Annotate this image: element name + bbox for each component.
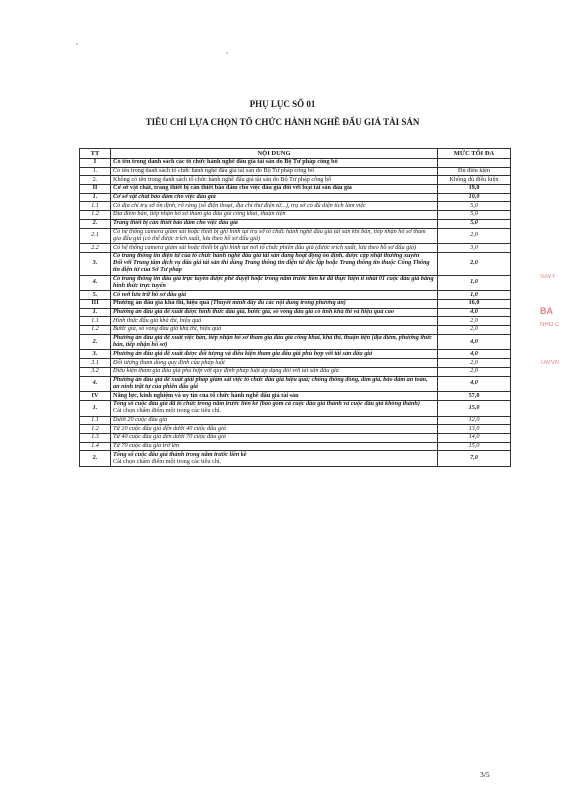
row-score: 1,0 bbox=[438, 275, 511, 291]
row-score: 5,0 bbox=[438, 202, 511, 211]
row-number: I bbox=[80, 158, 111, 167]
row-number: II bbox=[80, 184, 111, 193]
row-number: 1.2 bbox=[80, 326, 111, 335]
row-score: 12,0 bbox=[438, 416, 511, 425]
page-subtitle: TIÊU CHÍ LỰA CHỌN TỔ CHỨC HÀNH NGHỀ ĐẤU GIÁ TÀI SẢN bbox=[145, 117, 420, 127]
row-number: 2. bbox=[80, 334, 111, 350]
row-content: Có địa chỉ trụ sở ổn định, rõ ràng (số điện thoại, địa chỉ thư điện tử...), trụ sở có đủ diện tích làm việc bbox=[111, 202, 438, 211]
table-row bbox=[80, 442, 511, 451]
header-content: NỘI DUNG bbox=[111, 149, 438, 159]
row-score: 2,0 bbox=[438, 359, 511, 368]
row-number: 4. bbox=[80, 376, 111, 392]
row-number: 2. bbox=[80, 219, 111, 228]
row-score: 19,0 bbox=[438, 184, 511, 193]
table-row bbox=[80, 359, 511, 368]
header-score: MỨC TỐI ĐA bbox=[438, 149, 511, 159]
row-score: 10,0 bbox=[438, 193, 511, 202]
row-number: 1. bbox=[80, 167, 111, 176]
table-row bbox=[80, 416, 511, 425]
table-row bbox=[80, 334, 511, 350]
row-content: Cơ sở vật chất, trang thiết bị cần thiết bảo đảm cho việc đấu giá đối với loại tài sản đấu giá bbox=[111, 184, 438, 193]
row-score: Đủ điều kiện bbox=[438, 167, 511, 176]
row-score: 2,0 bbox=[438, 252, 511, 275]
row-score: 13,0 bbox=[438, 425, 511, 434]
row-content bbox=[111, 451, 438, 467]
table-row bbox=[80, 158, 511, 167]
header-tt: TT bbox=[80, 149, 111, 159]
row-content: Có tên trong danh sách tổ chức hành nghề đấu giá tài sản do Bộ Tư pháp công bố bbox=[111, 167, 438, 176]
page-title: PHỤ LỤC SỐ 01 bbox=[249, 99, 316, 109]
page-number: 3/5 bbox=[480, 770, 490, 779]
row-number: 1.1 bbox=[80, 317, 111, 326]
table-row bbox=[80, 252, 511, 275]
row-content: Dưới 20 cuộc đấu giá bbox=[111, 416, 438, 425]
row-content-main: Tổng số cuộc đấu giá đã tổ chức trong năm trước liền kề (bao gồm cả cuộc đấu giá thành và cuộc đấu giá không thành) bbox=[113, 400, 420, 408]
row-content: Có hệ thống camera giám sát hoặc thiết bị ghi hình tại nơi tổ chức phiên đấu giá (được trích xuất, lưu theo hồ sơ đấu giá) bbox=[111, 244, 438, 253]
row-number: 2. bbox=[80, 176, 111, 185]
row-number: 1.2 bbox=[80, 211, 111, 220]
margin-stamp: TAVVN bbox=[540, 360, 560, 366]
row-score: 15,0 bbox=[438, 442, 511, 451]
row-content: Phương án đấu giá đề xuất giải pháp giám sát việc tổ chức đấu giá hiệu quả; chống thông đồng, dìm giá, bảo đảm an toàn, an ninh trật tự của phiên đấu giá bbox=[111, 376, 438, 392]
row-score: 16,0 bbox=[438, 299, 511, 308]
row-content: Phương án đấu giá đề xuất được đối tượng và điều kiện tham gia đấu giá phù hợp với tài sản đấu giá bbox=[111, 350, 438, 359]
row-score: 3,0 bbox=[438, 244, 511, 253]
row-content-secondary: Cái chọn chấm điểm một trong các tiêu chí. bbox=[113, 457, 222, 465]
table-row bbox=[80, 176, 511, 185]
row-number: 1.4 bbox=[80, 442, 111, 451]
row-content: Có tên trong danh sách các tổ chức hành nghề đấu giá tài sản do Bộ Tư pháp công bố bbox=[111, 158, 438, 167]
row-content-secondary: Đối với Trung tâm dịch vụ đấu giá tài sản thì dùng Trang thông tin điện tử độc lập hoặc Trang thông tin thuộc Cổng Thông tin điện tử của Sở Tư pháp bbox=[113, 259, 430, 274]
row-number: III bbox=[80, 299, 111, 308]
row-score: 14,0 bbox=[438, 434, 511, 443]
table-row bbox=[80, 219, 511, 228]
row-score: 2,0 bbox=[438, 367, 511, 376]
row-number: 3. bbox=[80, 252, 111, 275]
table-row bbox=[80, 291, 511, 300]
table-row bbox=[80, 202, 511, 211]
table-row bbox=[80, 308, 511, 317]
scan-speck bbox=[226, 52, 228, 54]
row-content: Cơ sở vật chất bảo đảm cho việc đấu giá bbox=[111, 193, 438, 202]
table-row bbox=[80, 275, 511, 291]
row-score: 4,0 bbox=[438, 376, 511, 392]
row-score bbox=[438, 158, 511, 167]
row-number: 3. bbox=[80, 350, 111, 359]
row-content: Năng lực, kinh nghiệm và uy tín của tổ chức hành nghề đấu giá tài sản bbox=[111, 392, 438, 401]
row-content: Bước giá, số vòng đấu giá khả thi, hiệu quả bbox=[111, 326, 438, 335]
row-score: 4,0 bbox=[438, 350, 511, 359]
row-score: 4,0 bbox=[438, 308, 511, 317]
row-content: Địa điểm bán, tiếp nhận hồ sơ tham gia đấu giá công khai, thuận tiện bbox=[111, 211, 438, 220]
row-score: 15,0 bbox=[438, 400, 511, 416]
row-number: 2.1 bbox=[80, 228, 111, 244]
row-score: 2,0 bbox=[438, 228, 511, 244]
margin-stamp: BA bbox=[540, 306, 553, 316]
row-content: Không có tên trong danh sách tổ chức hành nghề đấu giá tài sản do Bộ Tư pháp công bố bbox=[111, 176, 438, 185]
row-content bbox=[111, 252, 438, 275]
row-content: Có hệ thống camera giám sát hoặc thiết bị ghi hình tại trụ sở tổ chức hành nghề đấu giá tài sản khi bán, tiếp nhận hồ sơ tham gia đấu giá (có thể được trích xuất, lưu theo hồ sơ đấu giá) bbox=[111, 228, 438, 244]
row-content: Điều kiện tham gia đấu giá phù hợp với quy định pháp luật áp dụng đối với tài sản đấu giá bbox=[111, 367, 438, 376]
row-content-note: (Thuyết minh đầy đủ các nội dung trong phương án) bbox=[209, 299, 346, 307]
table-row bbox=[80, 326, 511, 335]
margin-stamp: SAVY bbox=[540, 274, 556, 280]
table-row bbox=[80, 299, 511, 308]
row-score: 2,0 bbox=[438, 317, 511, 326]
row-content-main: Có trang thông tin điện tử của tổ chức hành nghề đấu giá tài sản đang hoạt động ổn định, được cập nhật thường xuyên bbox=[113, 252, 420, 260]
table-row bbox=[80, 451, 511, 467]
table-row bbox=[80, 425, 511, 434]
row-number: 5. bbox=[80, 291, 111, 300]
table-row bbox=[80, 167, 511, 176]
row-number: 1. bbox=[80, 193, 111, 202]
row-content: Phương án đấu giá đề xuất được hình thức đấu giá, bước giá, số vòng đấu giá có tính khả thi và hiệu quả cao bbox=[111, 308, 438, 317]
scan-speck bbox=[76, 43, 78, 45]
row-number: 1. bbox=[80, 308, 111, 317]
row-content bbox=[111, 400, 438, 416]
row-number: IV bbox=[80, 392, 111, 401]
row-score: 1,0 bbox=[438, 291, 511, 300]
row-content: Từ 20 cuộc đấu giá đến dưới 40 cuộc đấu giá bbox=[111, 425, 438, 434]
row-number: 1.3 bbox=[80, 434, 111, 443]
row-number: 3.1 bbox=[80, 359, 111, 368]
table-row bbox=[80, 392, 511, 401]
row-number: 1.1 bbox=[80, 416, 111, 425]
row-number: 3.2 bbox=[80, 367, 111, 376]
row-number: 4. bbox=[80, 275, 111, 291]
row-number: 2. bbox=[80, 451, 111, 467]
row-content-secondary: Cái chọn chấm điểm một trong các tiêu chí. bbox=[113, 407, 222, 415]
row-content-main: Phương án đấu giá khả thi, hiệu quả bbox=[113, 299, 210, 307]
row-score: 5,0 bbox=[438, 211, 511, 220]
table-row bbox=[80, 184, 511, 193]
table-row bbox=[80, 434, 511, 443]
table-row bbox=[80, 211, 511, 220]
row-score: 57,0 bbox=[438, 392, 511, 401]
table-row bbox=[80, 367, 511, 376]
table-row bbox=[80, 400, 511, 416]
row-number: 1. bbox=[80, 400, 111, 416]
table-header-row bbox=[80, 149, 511, 159]
table-row bbox=[80, 350, 511, 359]
table-row bbox=[80, 193, 511, 202]
row-content: Phương án đấu giá đề xuất việc bán, tiếp nhận hồ sơ tham gia đấu giá công khai, khả thi, thuận tiện (địa điểm, phương thức bán, tiếp nhận hồ sơ) bbox=[111, 334, 438, 350]
row-content bbox=[111, 299, 438, 308]
row-score: 4,0 bbox=[438, 334, 511, 350]
row-content: Đối tượng tham dùng quy định của pháp luật bbox=[111, 359, 438, 368]
row-score: Không đủ điều kiện bbox=[438, 176, 511, 185]
row-content: Có nơi lưu trữ hồ sơ đấu giá bbox=[111, 291, 438, 300]
table-row bbox=[80, 317, 511, 326]
row-content-main: Tổng số cuộc đấu giá thành trong năm trước liền kề bbox=[113, 450, 247, 458]
row-score: 7,0 bbox=[438, 451, 511, 467]
row-number: 2.2 bbox=[80, 244, 111, 253]
margin-stamp: NHỎ C bbox=[540, 322, 560, 328]
row-score: 5,0 bbox=[438, 219, 511, 228]
row-score: 2,0 bbox=[438, 326, 511, 335]
table-row bbox=[80, 376, 511, 392]
row-content: Hình thức đấu giá khả thi, hiệu quả bbox=[111, 317, 438, 326]
row-content: Có trang thông tin đấu giá trực tuyến được phê duyệt hoặc trong năm trước liền kề đã thực hiện ít nhất 01 cuộc đấu giá bằng hình thức trực tuyến bbox=[111, 275, 438, 291]
row-number: 1.2 bbox=[80, 425, 111, 434]
row-number: 1.1 bbox=[80, 202, 111, 211]
table-row bbox=[80, 228, 511, 244]
row-content: Từ 70 cuộc đấu giá trở lên bbox=[111, 442, 438, 451]
row-content: Trang thiết bị cần thiết bảo đảm cho việc đấu giá bbox=[111, 219, 438, 228]
row-content: Từ 40 cuộc đấu giá đến dưới 70 cuộc đấu giá bbox=[111, 434, 438, 443]
criteria-table bbox=[79, 148, 511, 467]
table-row bbox=[80, 244, 511, 253]
